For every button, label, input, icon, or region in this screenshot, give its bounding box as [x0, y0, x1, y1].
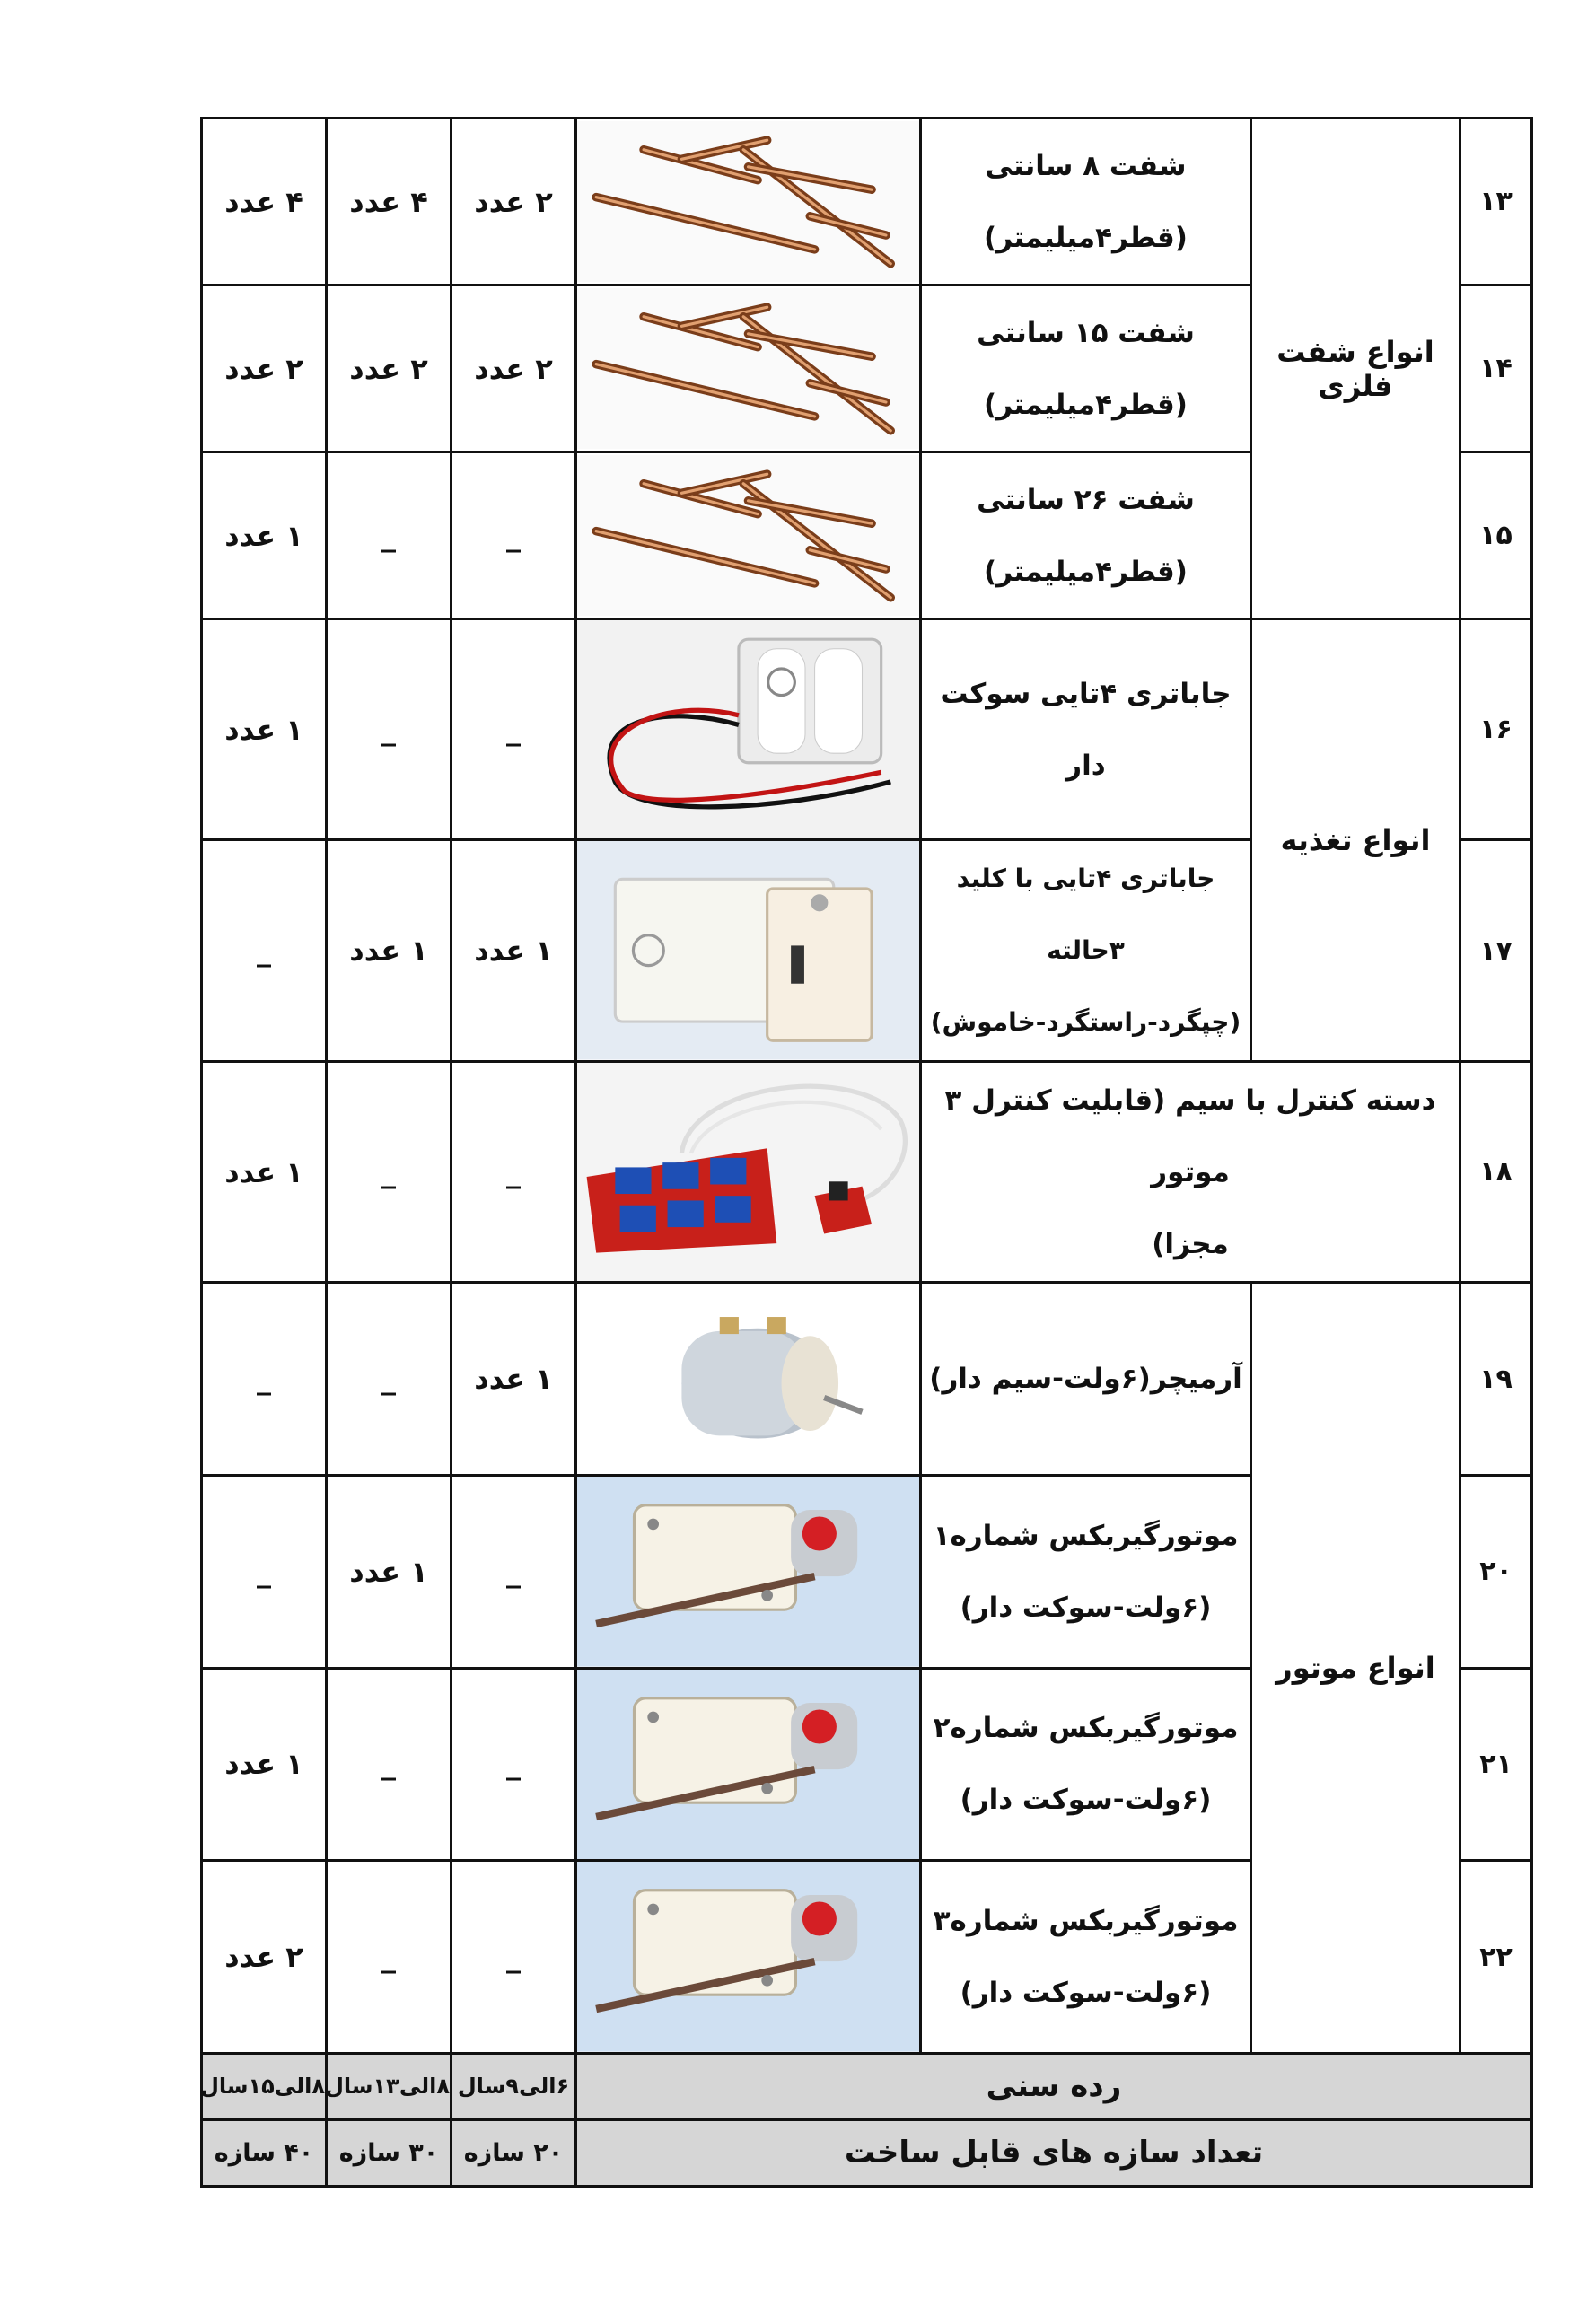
table-row — [202, 619, 1532, 840]
item-name — [921, 840, 1251, 1061]
item-name-line2: (چپگرد-راستگرد-خاموش) — [930, 1007, 1241, 1038]
item-name-line2: (۶ولت-سوکت دار) — [960, 1784, 1212, 1817]
item-name-line1: دسته کنترل با سیم (قابلیت کنترل ۳ موتور — [944, 1083, 1436, 1188]
gearbox-image — [576, 1475, 921, 1668]
age-8-13: ۸الی۱۳سال — [327, 2053, 452, 2119]
table-row — [202, 1061, 1532, 1282]
qty-age-8-15: _ — [202, 1475, 327, 1668]
qty-age-6-9: _ — [452, 1475, 576, 1668]
qty-age-8-13: ۲ عدد — [327, 285, 452, 452]
item-name — [921, 452, 1251, 619]
table-row — [202, 1283, 1532, 1476]
row-number: ۲۲ — [1460, 1861, 1532, 2054]
metal-shafts-image — [576, 452, 921, 619]
qty-age-8-13: ۱ عدد — [327, 840, 452, 1061]
qty-age-6-9: ۱ عدد — [452, 840, 576, 1061]
qty-age-8-15: ۴ عدد — [202, 118, 327, 285]
row-number: ۱۷ — [1460, 840, 1532, 1061]
item-name-line1: شفت ۲۶ سانتی — [977, 483, 1195, 516]
age-8-15: ۸الی۱۵سال — [202, 2053, 327, 2119]
row-number: ۱۹ — [1460, 1283, 1532, 1476]
item-name-line1: شفت ۱۵ سانتی — [977, 316, 1195, 349]
item-name — [921, 1668, 1251, 1861]
builds-row — [202, 2119, 1532, 2186]
qty-age-6-9: _ — [452, 1061, 576, 1282]
qty-age-8-13: _ — [327, 1861, 452, 2054]
qty-age-8-15: ۱ عدد — [202, 1668, 327, 1861]
gearbox-image — [576, 1668, 921, 1861]
age-range-label: رده سنی — [576, 2053, 1532, 2119]
qty-age-8-13: _ — [327, 619, 452, 840]
parts-table — [200, 117, 1533, 2188]
item-name-line1: موتورگیربکس شماره۱ — [933, 1519, 1239, 1552]
builds-8-13: ۳۰ سازه — [327, 2119, 452, 2186]
qty-age-8-13: _ — [327, 1283, 452, 1476]
item-name — [921, 619, 1251, 840]
qty-age-6-9: ۲ عدد — [452, 285, 576, 452]
metal-shafts-image — [576, 285, 921, 452]
qty-age-8-15: ۲ عدد — [202, 285, 327, 452]
row-number: ۱۴ — [1460, 285, 1532, 452]
row-number: ۲۱ — [1460, 1668, 1532, 1861]
gearbox-image — [576, 1861, 921, 2054]
item-name — [921, 1061, 1460, 1282]
item-name — [921, 285, 1251, 452]
item-name-line2: (قطر۴میلیمتر) — [984, 221, 1188, 254]
qty-age-8-15: ۲ عدد — [202, 1861, 327, 2054]
metal-shafts-image — [576, 118, 921, 285]
builds-6-9: ۲۰ سازه — [452, 2119, 576, 2186]
item-name — [921, 1861, 1251, 2054]
battery-switch-image — [576, 840, 921, 1061]
table-row — [202, 118, 1532, 285]
item-name-line2: (۶ولت-سوکت دار) — [960, 1977, 1212, 2010]
qty-age-8-15: ۱ عدد — [202, 619, 327, 840]
qty-age-8-15: _ — [202, 1283, 327, 1476]
age-6-9: ۶الی۹سال — [452, 2053, 576, 2119]
item-name-line1: موتورگیربکس شماره۳ — [933, 1905, 1239, 1938]
item-name-line1: شفت ۸ سانتی — [985, 149, 1187, 182]
qty-age-8-15: ۱ عدد — [202, 452, 327, 619]
item-name-line2: (قطر۴میلیمتر) — [984, 388, 1188, 421]
item-name — [921, 1475, 1251, 1668]
item-name-line1: جاباتری ۴تایی سوکت دار — [940, 677, 1232, 782]
qty-age-8-13: ۴ عدد — [327, 118, 452, 285]
item-name-line1: موتورگیربکس شماره۲ — [933, 1712, 1239, 1745]
qty-age-8-13: _ — [327, 1668, 452, 1861]
qty-age-6-9: _ — [452, 1668, 576, 1861]
row-number: ۱۶ — [1460, 619, 1532, 840]
qty-age-6-9: _ — [452, 619, 576, 840]
category-motors: انواع موتور — [1251, 1283, 1460, 2054]
builds-label: تعداد سازه های قابل ساخت — [576, 2119, 1532, 2186]
qty-age-6-9: _ — [452, 1861, 576, 2054]
row-number: ۲۰ — [1460, 1475, 1532, 1668]
qty-age-8-15: _ — [202, 840, 327, 1061]
row-number: ۱۸ — [1460, 1061, 1532, 1282]
qty-age-6-9: ۱ عدد — [452, 1283, 576, 1476]
item-name-line1: آرمیچر(۶ولت-سیم دار) — [929, 1363, 1242, 1396]
category-shafts: انواع شفت فلزی — [1251, 118, 1460, 619]
qty-age-8-13: _ — [327, 1061, 452, 1282]
item-name-line1: جاباتری ۴تایی با کلید ۳حالته — [956, 864, 1215, 966]
qty-age-8-15: ۱ عدد — [202, 1061, 327, 1282]
qty-age-6-9: _ — [452, 452, 576, 619]
controller-image — [576, 1061, 921, 1282]
item-name-line2: مجزا) — [1152, 1227, 1229, 1260]
item-name-line2: (۶ولت-سوکت دار) — [960, 1591, 1212, 1624]
age-range-row — [202, 2053, 1532, 2119]
row-number: ۱۳ — [1460, 118, 1532, 285]
row-number: ۱۵ — [1460, 452, 1532, 619]
item-name — [921, 1283, 1251, 1476]
item-name-line2: (قطر۴میلیمتر) — [984, 555, 1188, 588]
qty-age-8-13: _ — [327, 452, 452, 619]
qty-age-8-13: ۱ عدد — [327, 1475, 452, 1668]
qty-age-6-9: ۲ عدد — [452, 118, 576, 285]
category-power: انواع تغذیه — [1251, 619, 1460, 1062]
builds-8-15: ۴۰ سازه — [202, 2119, 327, 2186]
battery-holder-image — [576, 619, 921, 840]
dc-motor-image — [576, 1283, 921, 1476]
item-name — [921, 118, 1251, 285]
